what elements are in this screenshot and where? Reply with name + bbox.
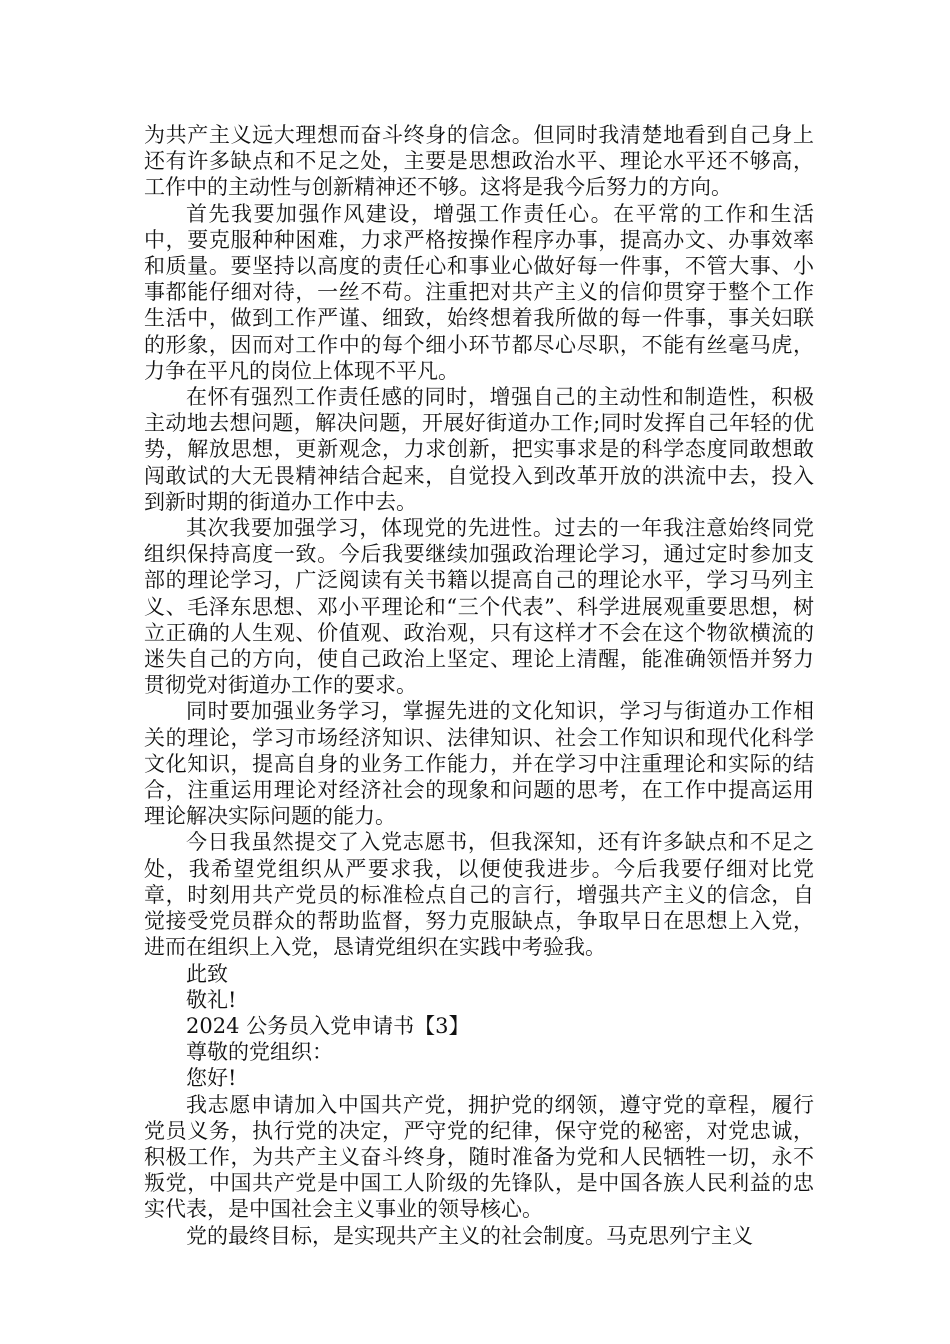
closing-line-2: 敬礼! — [186, 987, 237, 1012]
paragraph-initiative: 在怀有强烈工作责任感的同时，增强自己的主动性和制造性，积极主动地去想问题，解决问题，开展好街道办工作;同时发挥自己年轻的优势，解放思想，更新观念，力求创新，把实事求是的科学态度同敢想敢闯敢试的大无畏精神结合起来，自觉投入到改革开放的洪流中去，投入到新时期的街道办工作中去。 — [144, 385, 814, 514]
paragraph-application: 我志愿申请加入中国共产党，拥护党的纲领，遵守党的章程，履行党员义务，执行党的决定，严守党的纪律，保守党的秘密，对党忠诚，积极工作，为共产主义奋斗终身，随时准备为党和人民牺牲一切，永不叛党，中国共产党是中国工人阶级的先锋队，是中国各族人民利益的忠实代表，是中国社会主义事业的领导核心。 — [144, 1092, 814, 1222]
section-title: 2024 公务员入党申请书【3】 — [186, 1013, 470, 1038]
paragraph-work-style: 首先我要加强作风建设，增强工作责任心。在平常的工作和生活中，要克服种种困难，力求严格按操作程序办事，提高办文、办事效率和质量。要坚持以高度的责任心和事业心做好每一件事，不管大事、小事都能仔细对待，一丝不苟。注重把对共产主义的信仰贯穿于整个工作生活中，做到工作严谨、细致，始终想着我所做的每一件事，事关妇联的形象，因而对工作中的每个细小环节都尽心尽职，不能有丝毫马虎，力争在平凡的岗位上体现不平凡。 — [144, 201, 814, 383]
paragraph-continuation: 为共产主义远大理想而奋斗终身的信念。但同时我清楚地看到自己身上还有许多缺点和不足之处，主要是思想政治水平、理论水平还不够高，工作中的主动性与创新精神还不够。这将是我今后努力的方向。 — [144, 123, 814, 200]
salutation: 尊敬的党组织： — [186, 1040, 333, 1065]
greeting: 您好! — [186, 1066, 237, 1091]
paragraph-final-goal: 党的最终目标，是实现共产主义的社会制度。马克思列宁主义 — [186, 1223, 753, 1248]
paragraph-study: 其次我要加强学习，体现党的先进性。过去的一年我注意始终同党组织保持高度一致。今后我要继续加强政治理论学习，通过定时参加支部的理论学习，广泛阅读有关书籍以提高自己的理论水平，学习马列主义、毛泽东思想、邓小平理论和“三个代表”、科学进展观重要思想，树立正确的人生观、价值观、政治观，只有这样才不会在这个物欲横流的迷失自己的方向，使自己政治上坚定、理论上清醒，能准确领悟并努力贯彻党对街道办工作的要求。 — [144, 516, 814, 698]
paragraph-business-study: 同时要加强业务学习，掌握先进的文化知识，学习与街道办工作相关的理论，学习市场经济知识、法律知识、社会工作知识和现代化科学文化知识，提高自身的业务工作能力，并在学习中注重理论和实际的结合，注重运用理论对经济社会的现象和问题的思考，在工作中提高运用理论解决实际问题的能力。 — [144, 699, 814, 829]
document-page — [144, 122, 814, 1249]
closing-line-1: 此致 — [186, 961, 228, 986]
paragraph-commitment: 今日我虽然提交了入党志愿书，但我深知，还有许多缺点和不足之处，我希望党组织从严要求我，以便使我进步。今后我要仔细对比党章，时刻用共产党员的标准检点自己的言行，增强共产主义的信念，自觉接受党员群众的帮助监督，努力克服缺点，争取早日在思想上入党，进而在组织上入党，恳请党组织在实践中考验我。 — [144, 830, 814, 960]
